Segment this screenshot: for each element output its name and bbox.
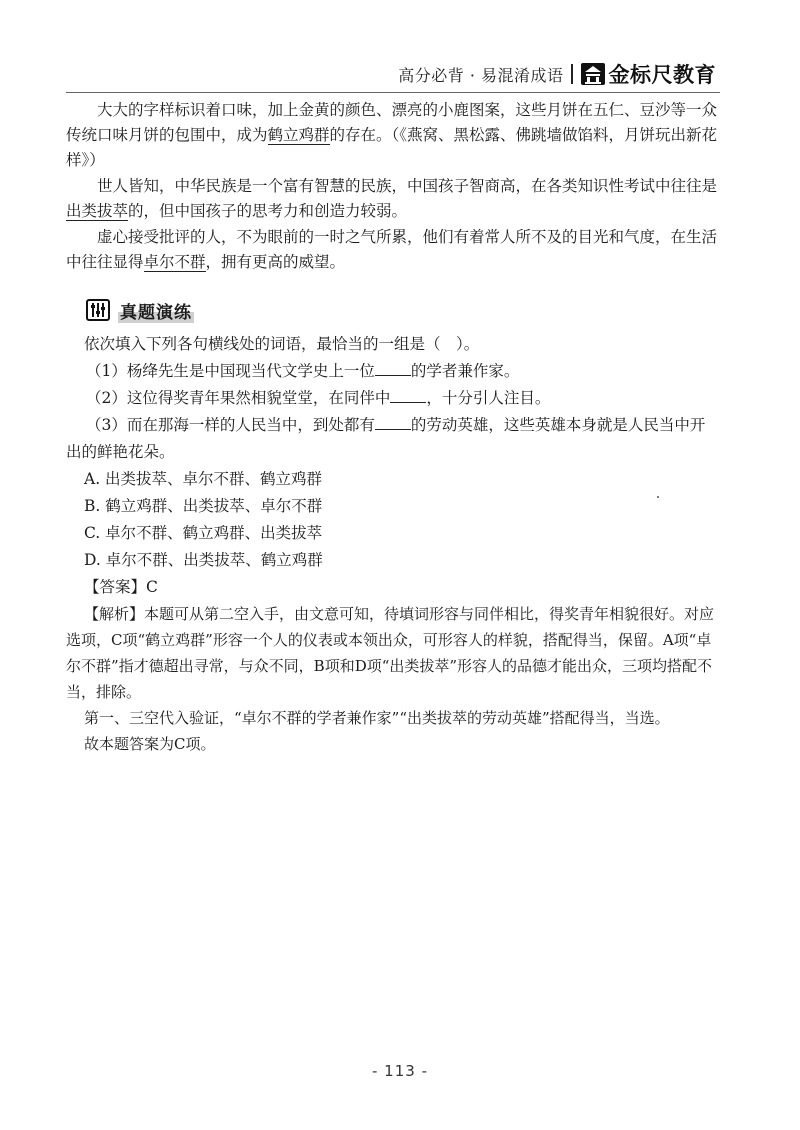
passage-text: 大大的字样标识着口味，加上金黄的颜色、漂亮的小鹿图案，这些月饼在五仁、豆沙等一众传统口味月饼的包围中，成为 [66, 101, 718, 144]
item-text: 的学者兼作家。 [410, 362, 520, 380]
answer: 【答案】C [84, 578, 158, 596]
option-c: C. 卓尔不群、鹤立鸡群、出类拔萃 [84, 524, 323, 542]
idiom-underlined: 卓尔不群 [143, 253, 206, 271]
item-text: （2）这位得奖青年果然相貌堂堂，在同伴中 [86, 389, 391, 407]
verification: 第一、三空代入验证，“卓尔不群的学者兼作家”“出类拔萃的劳动英雄”搭配得当，当选。 [84, 709, 670, 727]
section-title: 真题演练 [118, 298, 194, 323]
example-passage-3 [66, 225, 720, 275]
page-header [0, 58, 716, 90]
brand-logo [580, 59, 717, 89]
item-text: （3）而在那海一样的人民当中，到处都有 [86, 416, 375, 434]
passage-text: ，拥有更高的威望。 [205, 253, 346, 271]
question-item-2 [66, 385, 720, 412]
option-a: A. 出类拔萃、卓尔不群、鹤立鸡群 [84, 470, 323, 488]
fill-blank [375, 360, 411, 376]
idiom-underlined: 鹤立鸡群 [267, 126, 330, 144]
item-text: ，十分引人注目。 [426, 389, 551, 407]
analysis: 【解析】本题可从第二空入手，由文意可知，待填词形容与同伴相比，得奖青年相貌很好。对应选项，C项“鹤立鸡群”形容一个人的仪表或本领出众，可形容人的样貌，搭配得当，保留。A项“卓尔不群”指才德超出寻常，与众不同，B项和D项“出类拔萃”形容人的品德才能出众，三项均搭配不当，排除。 [66, 605, 715, 701]
section-heading [86, 297, 720, 323]
question-item-3 [66, 412, 720, 466]
header-title: 高分必背 · 易混淆成语 [398, 65, 564, 85]
logo-text: 金标尺教育 [608, 63, 716, 87]
scan-speck [657, 496, 659, 498]
passage-text: 的，但中国孩子的思考力和创造力较弱。 [128, 202, 408, 220]
example-passage-2 [66, 174, 720, 224]
question-item-1 [66, 358, 720, 385]
building-logo-icon [580, 62, 606, 86]
sliders-icon [86, 299, 110, 321]
option-b: B. 鹤立鸡群、出类拔萃、卓尔不群 [84, 497, 323, 515]
question-stem: 依次填入下列各句横线处的词语，最恰当的一组是（ ）。 [84, 335, 480, 353]
option-d: D. 卓尔不群、出类拔萃、鹤立鸡群 [84, 551, 323, 569]
item-text: 的劳动英雄，这些英雄本身就是人民当中开出的鲜艳花朵。 [66, 416, 706, 461]
item-text: （1）杨绛先生是中国现当代文学史上一位 [86, 362, 375, 380]
idiom-underlined: 出类拔萃 [66, 202, 129, 220]
header-separator [571, 64, 573, 84]
example-passage-1 [66, 98, 720, 173]
fill-blank [375, 414, 411, 430]
page-content [66, 98, 720, 757]
passage-text: 虚心接受批评的人，不为眼前的一时之气所累，他们有着常人所不及的目光和气度，在生活中往往显得 [66, 228, 718, 271]
fill-blank [390, 387, 426, 403]
header-rule [66, 92, 720, 93]
conclusion: 故本题答案为C项。 [84, 735, 216, 753]
passage-text: 的存在。（《燕窝、黑松露、佛跳墙做馅料，月饼玩出新花样》） [66, 126, 718, 169]
passage-text: 世人皆知，中华民族是一个富有智慧的民族，中国孩子智商高，在各类知识性考试中往往是 [97, 177, 718, 195]
page-number: - 113 - [372, 1062, 428, 1080]
